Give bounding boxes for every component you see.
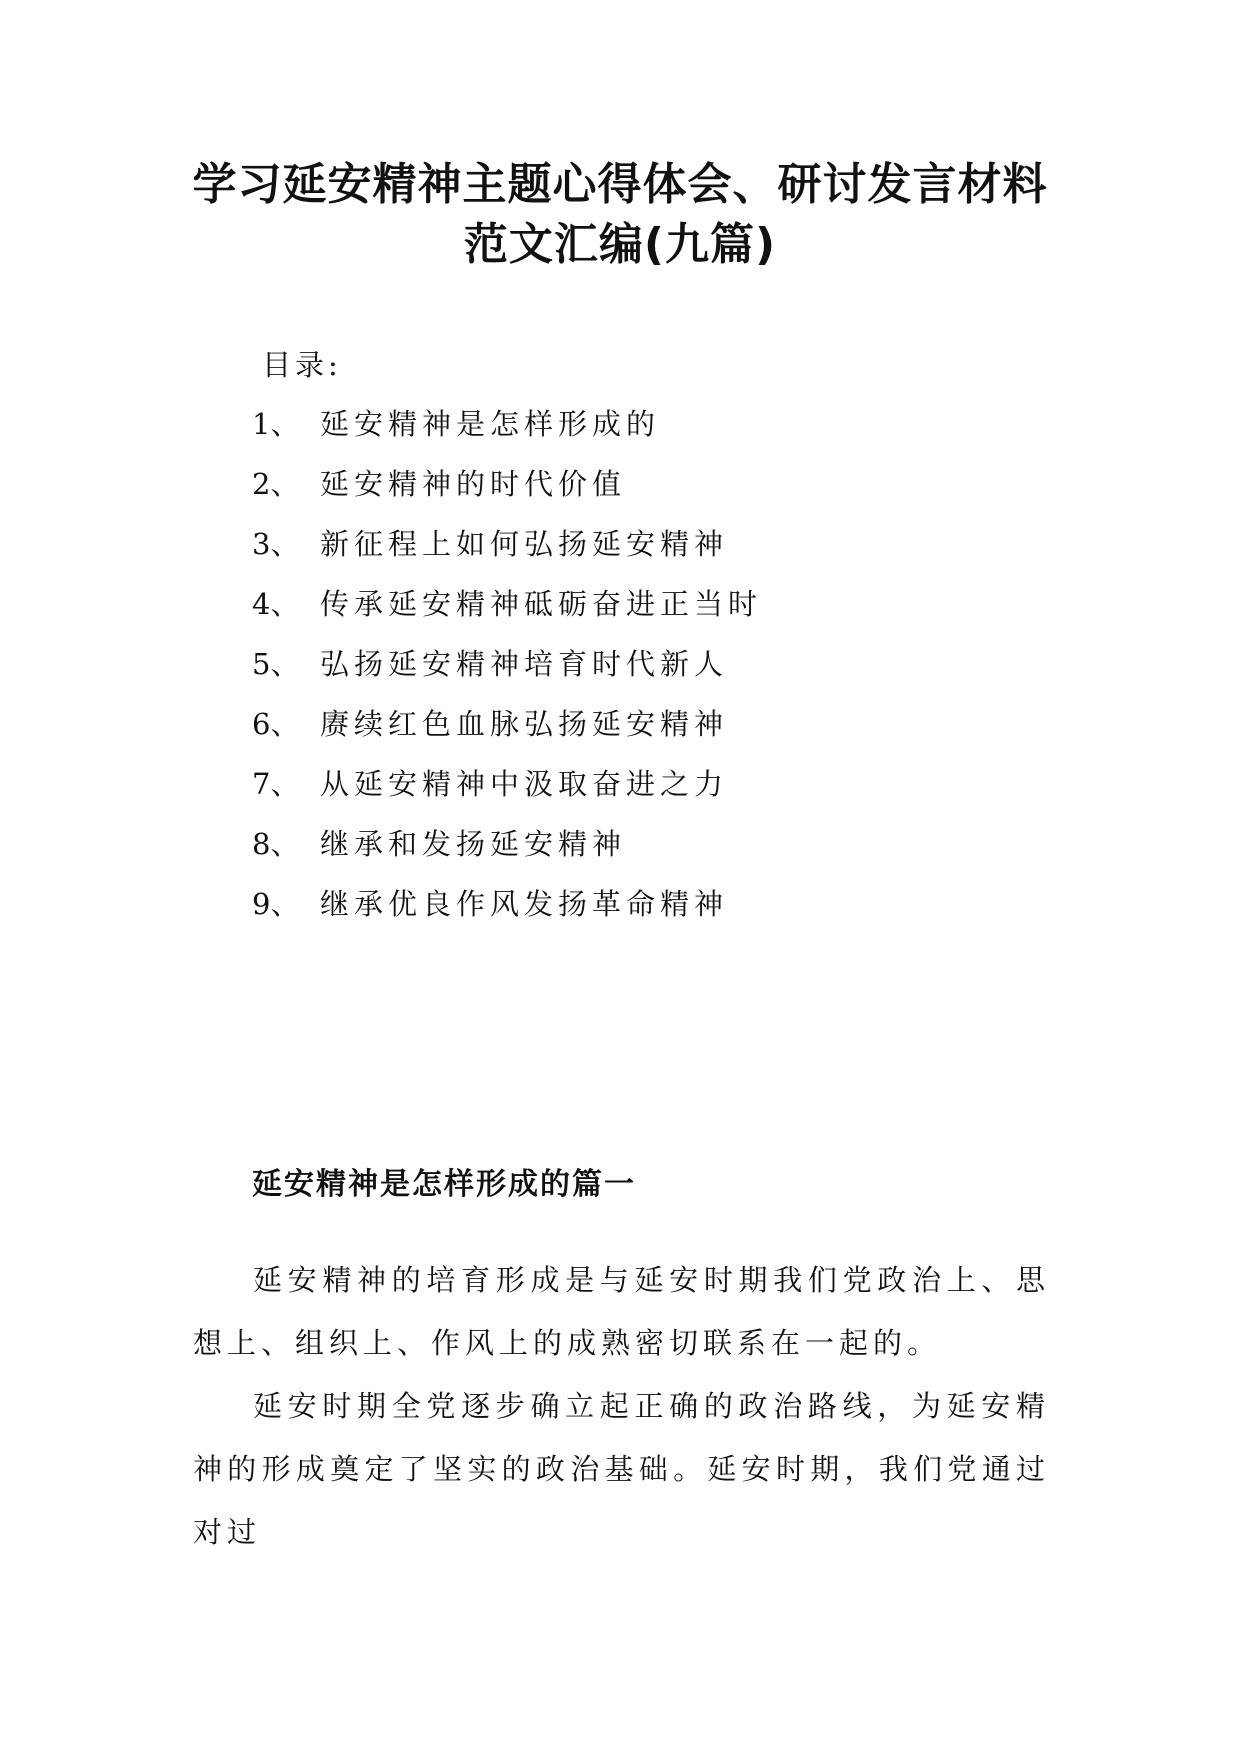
toc-item-text: 传承延安精神砥砺奋进正当时 xyxy=(320,587,763,621)
section-heading: 延安精神是怎样形成的篇一 xyxy=(252,1166,636,1202)
toc-item-text: 弘扬延安精神培育时代新人 xyxy=(320,647,729,681)
document-title-line-1: 学习延安精神主题心得体会、研讨发言材料 xyxy=(192,159,1048,210)
body-paragraph: 延安精神的培育形成是与延安时期我们党政治上、思想上、组织上、作风上的成熟密切联系在一起的。 xyxy=(193,1263,1050,1360)
toc-item-text: 新征程上如何弘扬延安精神 xyxy=(320,527,729,561)
toc-item-number: 9、 xyxy=(252,887,300,921)
table-of-contents xyxy=(252,404,762,944)
toc-item-text: 赓续红色血脉弘扬延安精神 xyxy=(320,707,729,741)
toc-item-number: 1、 xyxy=(252,407,300,441)
toc-item-number: 2、 xyxy=(252,467,300,501)
toc-item-text: 从延安精神中汲取奋进之力 xyxy=(320,767,729,801)
document-title-line-2: 范文汇编(九篇) xyxy=(463,219,777,270)
toc-heading: 目录: xyxy=(262,348,342,382)
toc-item-text: 继承优良作风发扬革命精神 xyxy=(320,887,729,921)
toc-item xyxy=(252,704,762,764)
toc-item xyxy=(252,584,762,644)
toc-item-text: 延安精神是怎样形成的 xyxy=(320,407,661,441)
toc-item xyxy=(252,524,762,584)
toc-item xyxy=(252,644,762,704)
body-paragraph: 延安时期全党逐步确立起正确的政治路线，为延安精神的形成奠定了坚实的政治基础。延安时期，我们党通过对过 xyxy=(193,1389,1050,1549)
toc-item-number: 4、 xyxy=(252,587,300,621)
toc-item-text: 延安精神的时代价值 xyxy=(320,467,627,501)
toc-item-number: 6、 xyxy=(252,707,300,741)
toc-item xyxy=(252,824,762,884)
toc-item xyxy=(252,404,762,464)
toc-item xyxy=(252,764,762,824)
toc-item-number: 3、 xyxy=(252,527,300,561)
toc-item xyxy=(252,464,762,524)
toc-item-number: 5、 xyxy=(252,647,300,681)
toc-item-text: 继承和发扬延安精神 xyxy=(320,827,627,861)
toc-item-number: 8、 xyxy=(252,827,300,861)
toc-item xyxy=(252,884,762,944)
toc-item-number: 7、 xyxy=(252,767,300,801)
